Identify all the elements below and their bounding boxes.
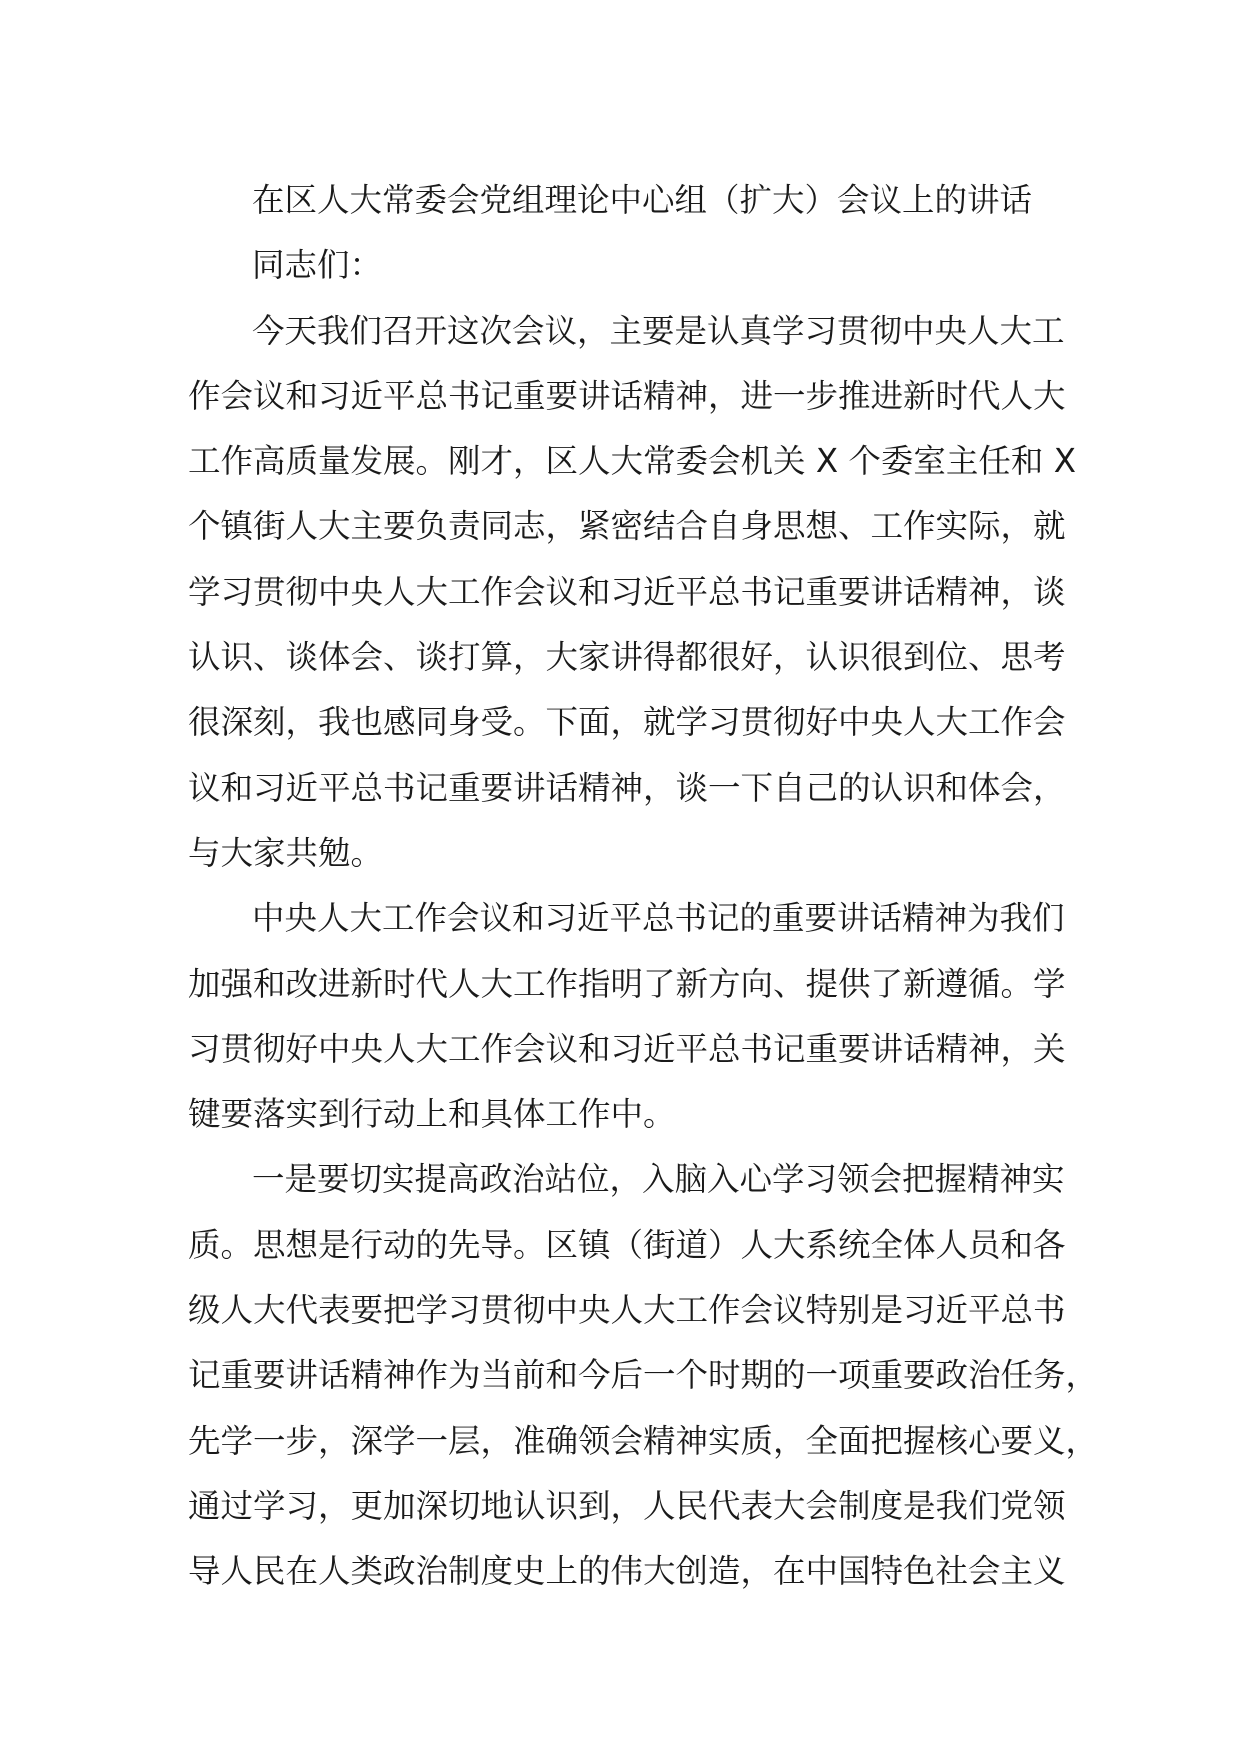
paragraph-line: 先学一步，深学一层，准确领会精神实质，全面把握核心要义，: [188, 1421, 1099, 1460]
greeting: 同志们：: [252, 246, 383, 285]
paragraph-line: 质。思想是行动的先导。区镇（街道）人大系统全体人员和各: [188, 1225, 1066, 1264]
paragraph-line: 导人民在人类政治制度史上的伟大创造，在中国特色社会主义: [188, 1552, 1066, 1591]
paragraph-line: 通过学习，更加深切地认识到，人民代表大会制度是我们党领: [188, 1486, 1066, 1525]
paragraph-line: 加强和改进新时代人大工作指明了新方向、提供了新遵循。学: [188, 964, 1066, 1003]
paragraph-line: 工作高质量发展。刚才，区人大常委会机关 X 个委室主任和 X: [188, 442, 1077, 481]
paragraph-2: [188, 886, 1088, 1147]
paragraph-line: 今天我们召开这次会议，主要是认真学习贯彻中央人大工: [252, 311, 1065, 350]
paragraph-line: 级人大代表要把学习贯彻中央人大工作会议特别是习近平总书: [188, 1291, 1066, 1330]
paragraph-line: 一是要切实提高政治站位，入脑入心学习领会把握精神实: [252, 1160, 1065, 1199]
paragraph-line: 学习贯彻中央人大工作会议和习近平总书记重要讲话精神，谈: [188, 572, 1066, 611]
paragraph-3: [188, 1147, 1099, 1604]
paragraph-line: 习贯彻好中央人大工作会议和习近平总书记重要讲话精神，关: [188, 1029, 1066, 1068]
paragraph-line: 中央人大工作会议和习近平总书记的重要讲话精神为我们: [252, 899, 1065, 938]
paragraph-line: 很深刻，我也感同身受。下面，就学习贯彻好中央人大工作会: [188, 703, 1066, 742]
document-body: [188, 168, 1099, 1605]
paragraph-line: 作会议和习近平总书记重要讲话精神，进一步推进新时代人大: [188, 376, 1066, 415]
paragraph-line: 记重要讲话精神作为当前和今后一个时期的一项重要政治任务，: [188, 1356, 1099, 1395]
paragraph-line: 与大家共勉。: [188, 833, 384, 872]
paragraph-1: [188, 299, 1088, 887]
document-title: 在区人大常委会党组理论中心组（扩大）会议上的讲话: [252, 181, 1033, 219]
paragraph-line: 键要落实到行动上和具体工作中。: [188, 1095, 676, 1134]
paragraph-line: 个镇街人大主要负责同志，紧密结合自身思想、工作实际，就: [188, 507, 1066, 546]
paragraph-line: 认识、谈体会、谈打算，大家讲得都很好，认识很到位、思考: [188, 638, 1066, 677]
paragraph-line: 议和习近平总书记重要讲话精神，谈一下自己的认识和体会，: [188, 768, 1066, 807]
